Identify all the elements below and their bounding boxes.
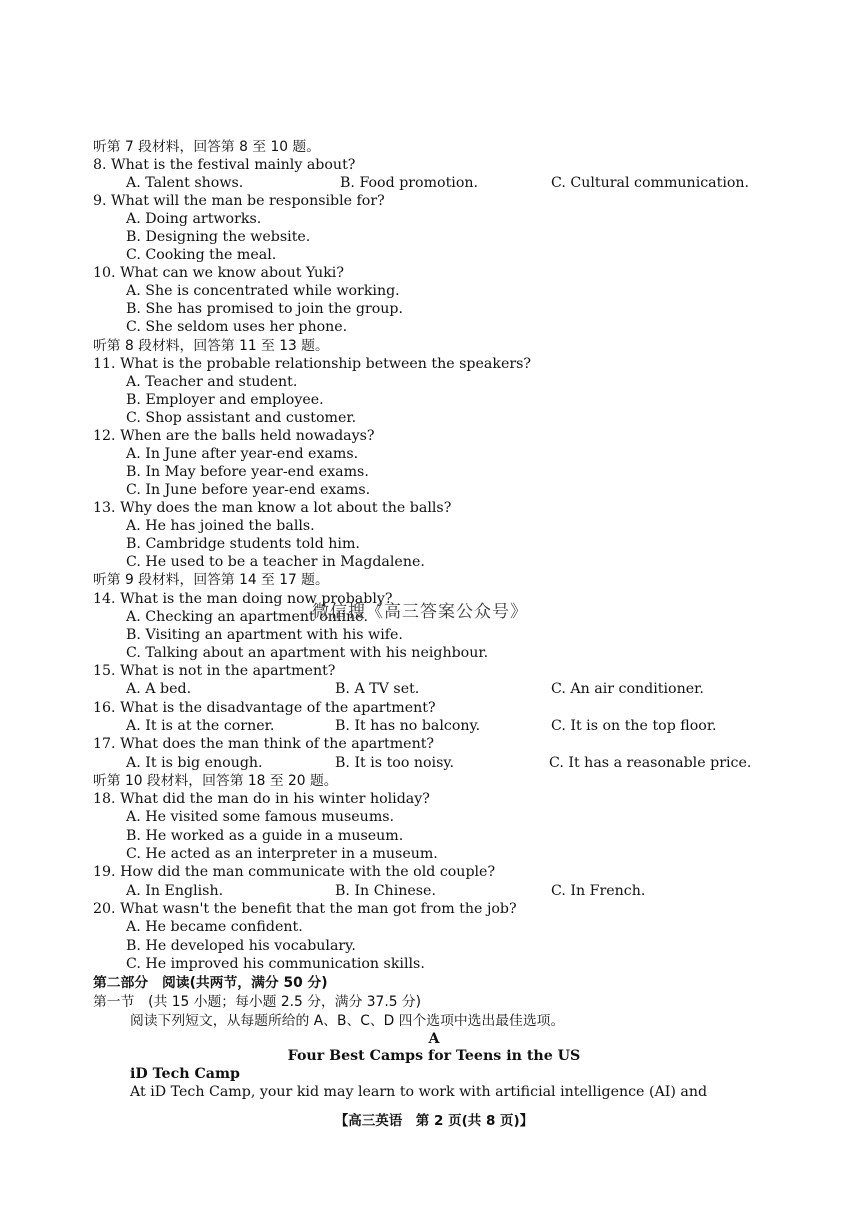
option-a: A. Doing artworks. <box>126 211 262 227</box>
part-2-section-1-heading: 第一节 (共 15 小题；每小题 2.5 分，满分 37.5 分) <box>93 994 422 1010</box>
question-16-options <box>126 717 826 736</box>
section-9-heading: 听第 9 段材料，回答第 14 至 17 题。 <box>93 572 329 588</box>
passage-title: Four Best Camps for Teens in the US <box>287 1048 581 1064</box>
option-b: B. Visiting an apartment with his wife. <box>126 627 403 643</box>
question-13: 13. Why does the man know a lot about the balls? <box>93 500 452 516</box>
option-c: C. An air conditioner. <box>551 681 704 697</box>
option-a: A. In June after year-end exams. <box>126 446 359 462</box>
question-17: 17. What does the man think of the apartment? <box>93 736 435 752</box>
question-19-options <box>126 882 826 901</box>
question-16: 16. What is the disadvantage of the apartment? <box>93 700 436 716</box>
part-2-heading: 第二部分 阅读(共两节，满分 50 分) <box>93 975 328 991</box>
option-b: B. Designing the website. <box>126 229 311 245</box>
question-20: 20. What wasn't the benefit that the man got from the job? <box>93 901 517 917</box>
passage-paragraph: At iD Tech Camp, your kid may learn to work with artificial intelligence (AI) and <box>130 1084 708 1100</box>
option-b: B. She has promised to join the group. <box>126 301 404 317</box>
option-c: C. He used to be a teacher in Magdalene. <box>126 554 425 570</box>
option-a: A. He became confident. <box>126 919 303 935</box>
section-8-heading: 听第 8 段材料，回答第 11 至 13 题。 <box>93 338 329 354</box>
option-a: A. In English. <box>126 883 224 899</box>
section-10-heading: 听第 10 段材料，回答第 18 至 20 题。 <box>93 773 338 789</box>
option-b: B. In Chinese. <box>335 883 436 899</box>
option-a: A. Teacher and student. <box>126 374 298 390</box>
page-footer: 【高三英语 第 2 页(共 8 页)】 <box>334 1113 534 1129</box>
question-15-options <box>126 680 826 699</box>
option-c: C. He improved his communication skills. <box>126 956 425 972</box>
question-11: 11. What is the probable relationship between the speakers? <box>93 356 532 372</box>
option-c: C. It has a reasonable price. <box>549 755 752 771</box>
question-8-options <box>126 174 826 193</box>
passage-letter: A <box>428 1031 440 1047</box>
section-7-heading: 听第 7 段材料，回答第 8 至 10 题。 <box>93 139 320 155</box>
option-a: A. Checking an apartment online. <box>126 609 369 625</box>
passage-subheading: iD Tech Camp <box>130 1066 240 1082</box>
option-a: A. A bed. <box>126 681 192 697</box>
option-b: B. Cambridge students told him. <box>126 536 360 552</box>
option-a: A. Talent shows. <box>126 175 244 191</box>
question-19: 19. How did the man communicate with the old couple? <box>93 864 496 880</box>
option-c: C. It is on the top floor. <box>551 718 717 734</box>
option-c: C. Cultural communication. <box>551 175 750 191</box>
option-b: B. In May before year-end exams. <box>126 464 369 480</box>
option-c: C. Shop assistant and customer. <box>126 410 357 426</box>
option-c: C. Cooking the meal. <box>126 247 277 263</box>
question-18: 18. What did the man do in his winter holiday? <box>93 791 430 807</box>
option-b: B. He developed his vocabulary. <box>126 938 356 954</box>
option-b: B. He worked as a guide in a museum. <box>126 828 404 844</box>
question-14: 14. What is the man doing now probably? <box>93 591 393 607</box>
option-a: A. It is big enough. <box>126 755 263 771</box>
option-a: A. He visited some famous museums. <box>126 809 395 825</box>
option-b: B. Food promotion. <box>340 175 479 191</box>
option-a: A. It is at the corner. <box>126 718 275 734</box>
question-12: 12. When are the balls held nowadays? <box>93 428 375 444</box>
question-10: 10. What can we know about Yuki? <box>93 265 344 281</box>
option-c: C. She seldom uses her phone. <box>126 319 348 335</box>
question-9: 9. What will the man be responsible for? <box>93 193 385 209</box>
watermark: 微信搜《高三答案公众号》 <box>312 602 528 622</box>
option-c: C. Talking about an apartment with his neighbour. <box>126 645 489 661</box>
question-8: 8. What is the festival mainly about? <box>93 157 356 173</box>
option-c: C. In French. <box>551 883 646 899</box>
option-b: B. A TV set. <box>335 681 420 697</box>
reading-instruction: 阅读下列短文，从每题所给的 A、B、C、D 四个选项中选出最佳选项。 <box>130 1013 565 1029</box>
option-c: C. He acted as an interpreter in a museum. <box>126 846 438 862</box>
option-b: B. It has no balcony. <box>335 718 481 734</box>
option-b: B. It is too noisy. <box>335 755 455 771</box>
option-c: C. In June before year-end exams. <box>126 482 371 498</box>
question-15: 15. What is not in the apartment? <box>93 663 336 679</box>
question-17-options <box>126 754 826 773</box>
option-b: B. Employer and employee. <box>126 392 324 408</box>
option-a: A. He has joined the balls. <box>126 518 315 534</box>
option-a: A. She is concentrated while working. <box>126 283 400 299</box>
